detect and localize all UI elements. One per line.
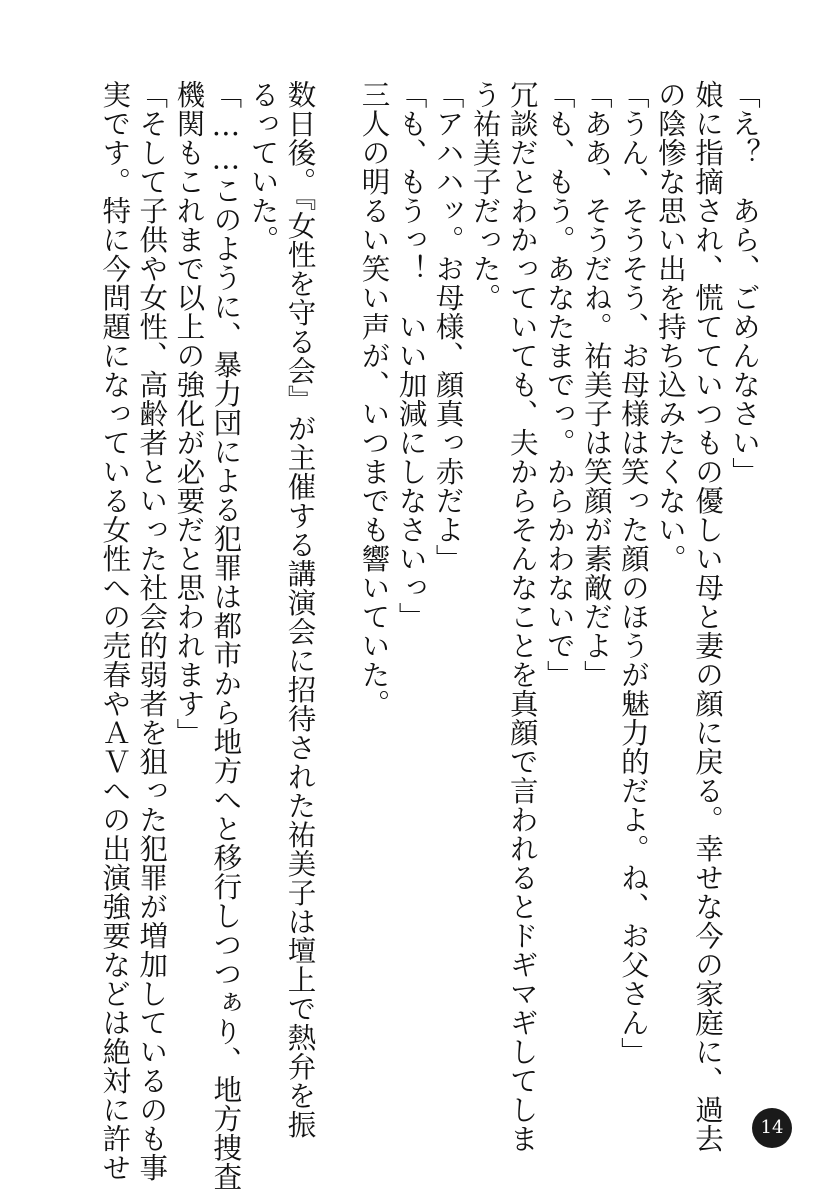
text-line: 機関もこれまで以上の強化が必要だと思われます」: [172, 80, 206, 747]
text-line: 「も、もうっ！ いい加減にしなさいっ」: [394, 80, 428, 631]
text-line: 「そして子供や女性、高齢者といった社会的弱者を狙った犯罪が増加しているのも事: [135, 80, 169, 1182]
text-line: 実です。特に今問題になっている女性への売春やＡＶへの出演強要などは絶対に許せ: [98, 80, 132, 1182]
text-line: 数日後。『女性を守る会』が主催する講演会に招待された祐美子は壇上で熱弁を振: [283, 80, 317, 1139]
text-line: う祐美子だった。: [468, 80, 502, 312]
text-line: るっていた。: [246, 80, 280, 254]
text-line: 「も、もう。あなたまでっ。からかわないで」: [542, 80, 576, 689]
text-line: 「え？ あら、ごめんなさい」: [728, 80, 761, 486]
page-number-badge: 14: [752, 1108, 792, 1148]
text-line: の陰惨な思い出を持ち込みたくない。: [653, 80, 687, 573]
text-line: 「ああ、そうだね。祐美子は笑顔が素敵だよ」: [579, 80, 613, 689]
vertical-text-body: [96, 80, 763, 1191]
text-line: 「うん、そうそう、お母様は笑った顔のほうが魅力的だよ。ね、お父さん」: [616, 80, 650, 1066]
section-break: [318, 80, 355, 1040]
text-line: 娘に指摘され、慌てていつもの優しい母と妻の顔に戻る。幸せな今の家庭に、過去: [690, 80, 724, 1153]
text-line: 「……このように、暴力団による犯罪は都市から地方へと移行しつつぁり、地方捜査: [209, 80, 243, 1191]
text-line: 三人の明るい笑い声が、いつまでも響いていた。: [357, 80, 391, 718]
text-line: 冗談だとわかっていても、夫からそんなことを真顔で言われるとドギマギしてしま: [505, 80, 539, 1153]
text-line: 「アハハッ。お母様、顔真っ赤だよ」: [431, 80, 465, 573]
